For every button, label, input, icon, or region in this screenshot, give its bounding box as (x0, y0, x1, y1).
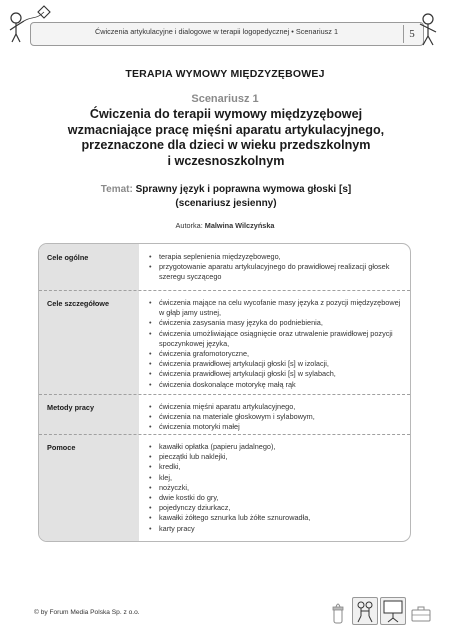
row-label: Cele szczegółowe (47, 299, 110, 308)
list-item: • kawałki żółtego sznurka lub żółte sznurowadła, (149, 513, 401, 523)
list-item: • pojedynczy dziurkacz, (149, 503, 401, 513)
lesson-info-table (38, 243, 411, 542)
scenario-label: Scenariusz 1 (191, 93, 259, 105)
row-label: Metody pracy (47, 403, 95, 412)
list-item: • karty pracy (149, 524, 401, 534)
table-row-general-goals (39, 244, 410, 290)
main-title (40, 107, 412, 169)
list-item: • ćwiczenia umożliwiające osiągnięcie oraz utrwalenie prawidłowej pozycji spoczynkowej języka, (149, 329, 401, 349)
main-title-line: wzmacniające pracę mięśni aparatu artykulacyjnego, (67, 122, 385, 137)
footer-icon-row (330, 597, 440, 627)
list-item: • pieczątki lub naklejki, (149, 452, 401, 462)
list-item: • kawałki opłatka (papieru jadalnego), (149, 442, 401, 452)
row-label: Pomoce (47, 443, 76, 452)
page-number: 5 (403, 25, 420, 43)
row-item-list (149, 442, 401, 534)
list-item: • ćwiczenia prawidłowej artykulacji głoski [s] w izolacji, (149, 359, 401, 369)
row-item-list (149, 298, 401, 390)
list-item: • ćwiczenia doskonalące motorykę małą rąk (149, 380, 401, 390)
main-title-line: i wczesnoszkolnym (167, 153, 285, 168)
children-icon (352, 597, 378, 625)
child-figure-icon (412, 12, 442, 48)
subject-text: Sprawny język i poprawna wymowa głoski [s] (135, 184, 352, 195)
list-item: • ćwiczenia zasysania masy języka do podniebienia, (149, 318, 401, 328)
list-item: • kredki, (149, 462, 401, 472)
table-row-specific-goals (39, 290, 410, 394)
list-item: • ćwiczenia prawidłowej artykulacji głoski [s] w sylabach, (149, 369, 401, 379)
list-item: • ćwiczenia grafomotoryczne, (149, 349, 401, 359)
kite-child-icon (6, 4, 54, 44)
table-row-materials (39, 434, 410, 541)
list-item: • ćwiczenia motoryki małej (149, 422, 401, 432)
table-row-methods (39, 394, 410, 434)
list-item: • klej, (149, 473, 401, 483)
subject-label: Temat: (100, 184, 133, 195)
row-label: Cele ogólne (47, 253, 89, 262)
list-item: • terapia seplenienia międzyzębowego, (149, 252, 401, 262)
main-title-line: Ćwiczenia do terapii wymowy międzyzębowej (89, 107, 363, 121)
list-item: • ćwiczenia mające na celu wycofanie masy języka z pozycji międzyzębowej w głąb jamy ustnej, (149, 298, 401, 318)
presentation-board-icon (380, 597, 406, 625)
baby-bottle-icon (330, 601, 346, 625)
subject-note: (scenariusz jesienny) (175, 198, 277, 209)
row-item-list (149, 252, 401, 283)
author-label: Autorka: (175, 221, 203, 230)
list-item: • ćwiczenia mięśni aparatu artykulacyjnego, (149, 402, 401, 412)
running-title: Ćwiczenia artykulacyjne i dialogowe w terapii logopedycznej • Scenariusz 1 (94, 27, 339, 36)
list-item: • przygotowanie aparatu artykulacyjnego do prawidłowej realizacji głosek szeregu syczącego (149, 262, 401, 282)
subject (40, 183, 412, 211)
briefcase-icon (410, 605, 432, 623)
document-heading: TERAPIA WYMOWY MIĘDZYZĘBOWEJ (125, 68, 325, 80)
list-item: • dwie kostki do gry, (149, 493, 401, 503)
main-title-line: przeznaczone dla dzieci w wieku przedszkolnym (81, 138, 371, 153)
list-item: • nożyczki, (149, 483, 401, 493)
author-name: Malwina Wilczyńska (204, 221, 275, 230)
copyright: © by Forum Media Polska Sp. z o.o. (34, 609, 140, 616)
author-line (0, 221, 450, 230)
row-item-list (149, 402, 401, 433)
list-item: • ćwiczenia na materiale głoskowym i sylabowym, (149, 412, 401, 422)
